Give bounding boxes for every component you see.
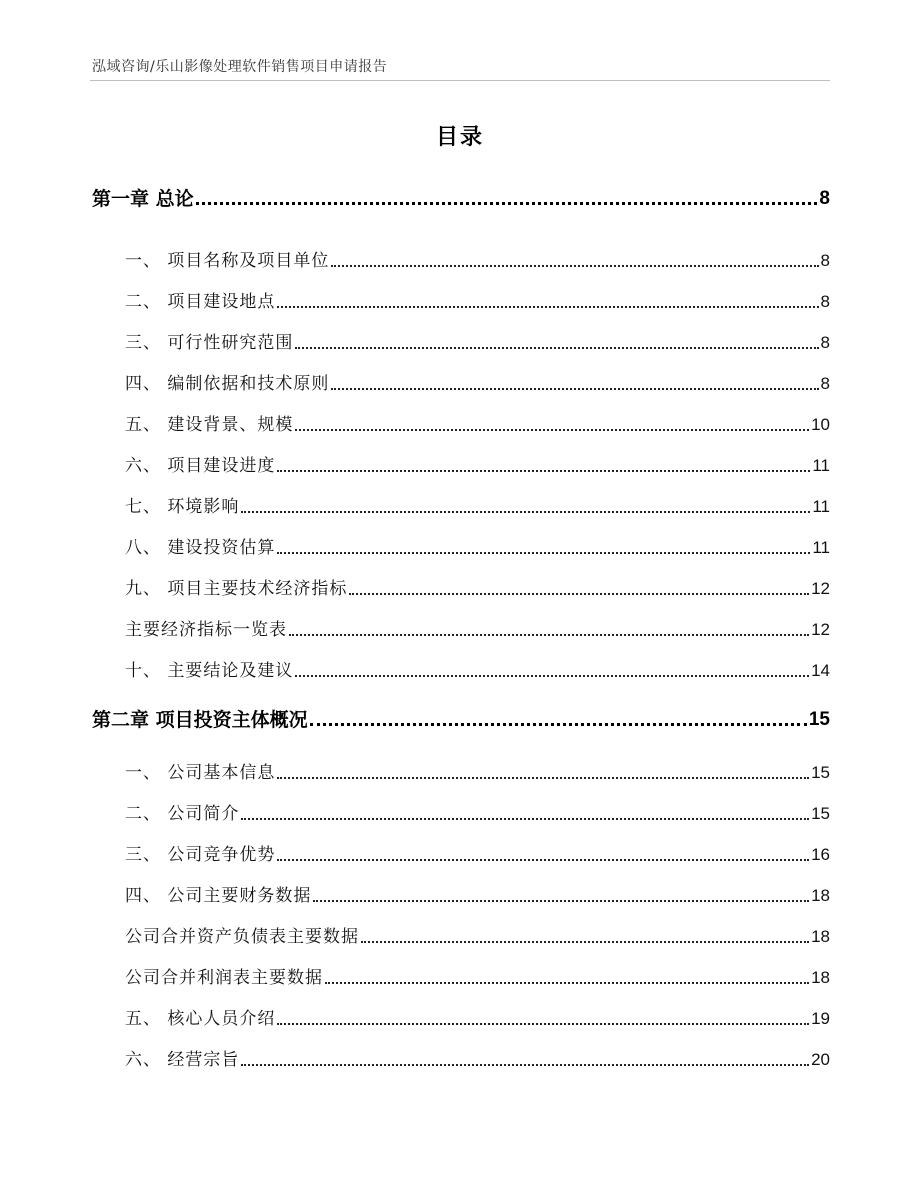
toc-page-number: 8: [820, 251, 830, 270]
toc-section-entry[interactable]: [125, 452, 830, 478]
toc-dot-leader: [361, 941, 809, 943]
toc-page-number: 15: [811, 763, 830, 782]
toc-entry-text: 四、 编制依据和技术原则: [125, 374, 330, 394]
toc-entry-text: 一、 公司基本信息: [125, 763, 276, 783]
toc-dot-leader: [331, 388, 818, 390]
toc-section-entry[interactable]: [125, 800, 830, 826]
toc-entry-text: 四、 公司主要财务数据: [125, 886, 312, 906]
toc-section-entry[interactable]: [125, 288, 830, 314]
toc-page-number: 15: [811, 804, 830, 823]
toc-entry-text: 八、 建设投资估算: [125, 538, 276, 558]
toc-section-entry[interactable]: [125, 657, 830, 683]
toc-page-number: 18: [811, 927, 830, 946]
toc-dot-leader: [277, 859, 809, 861]
toc-entry-text: 公司合并资产负债表主要数据: [125, 927, 359, 947]
toc-entry-text: 第一章 总论: [92, 188, 194, 210]
toc-dot-leader: [277, 777, 809, 779]
toc-entry-text: 五、 核心人员介绍: [125, 1009, 276, 1029]
toc-section-entry[interactable]: [125, 882, 830, 908]
toc-page-number: 8: [820, 292, 830, 311]
toc-page-number: 10: [811, 415, 830, 434]
toc-dot-leader: [277, 470, 810, 472]
running-header: 泓域咨询/乐山影像处理软件销售项目申请报告: [92, 59, 388, 75]
toc-entry-text: 二、 公司简介: [125, 804, 240, 824]
toc-dot-leader: [331, 265, 818, 267]
toc-page-number: 8: [820, 333, 830, 352]
toc-page-number: 12: [811, 579, 830, 598]
header-divider: [90, 80, 830, 81]
toc-dot-leader: [289, 634, 809, 636]
toc-page-number: 11: [812, 456, 830, 475]
toc-section-entry[interactable]: [125, 493, 830, 519]
toc-entry-text: 一、 项目名称及项目单位: [125, 251, 330, 271]
toc-entry-text: 七、 环境影响: [125, 497, 240, 517]
toc-section-entry[interactable]: [125, 841, 830, 867]
toc-entry-text: 二、 项目建设地点: [125, 292, 276, 312]
toc-page-number: 15: [808, 709, 830, 730]
toc-dot-leader: [277, 306, 818, 308]
toc-dot-leader: [295, 675, 809, 677]
toc-dot-leader: [310, 723, 807, 726]
toc-entry-text: 五、 建设背景、规模: [125, 415, 294, 435]
toc-entry-text: 六、 项目建设进度: [125, 456, 276, 476]
toc-dot-leader: [196, 202, 818, 205]
toc-dot-leader: [313, 900, 809, 902]
toc-section-entry[interactable]: [125, 1005, 830, 1031]
toc-page-number: 18: [811, 968, 830, 987]
toc-section-entry[interactable]: [125, 329, 830, 355]
toc-dot-leader: [241, 818, 809, 820]
toc-dot-leader: [277, 552, 810, 554]
toc-section-entry[interactable]: [125, 370, 830, 396]
toc-entry-text: 公司合并利润表主要数据: [125, 968, 323, 988]
toc-section-entry[interactable]: [125, 411, 830, 437]
toc-section-entry[interactable]: [125, 534, 830, 560]
toc-page-number: 20: [811, 1050, 830, 1069]
toc-page-number: 14: [811, 661, 830, 680]
toc-entry-text: 三、 可行性研究范围: [125, 333, 294, 353]
toc-section-entry[interactable]: [125, 964, 830, 990]
toc-page-number: 8: [820, 374, 830, 393]
toc-section-entry[interactable]: [125, 923, 830, 949]
toc-page-number: 11: [812, 497, 830, 516]
toc-title: 目录: [435, 125, 484, 150]
toc-dot-leader: [241, 1064, 809, 1066]
toc-page-number: 19: [811, 1009, 830, 1028]
toc-section-entry[interactable]: [125, 759, 830, 785]
toc-section-entry[interactable]: [125, 247, 830, 273]
toc-dot-leader: [325, 982, 809, 984]
toc-page-number: 11: [812, 538, 830, 557]
toc-entry-text: 六、 经营宗旨: [125, 1050, 240, 1070]
toc-section-entry[interactable]: [125, 616, 830, 642]
toc-chapter-entry[interactable]: [92, 185, 830, 211]
toc-dot-leader: [349, 593, 809, 595]
toc-section-entry[interactable]: [125, 575, 830, 601]
toc-entry-text: 三、 公司竞争优势: [125, 845, 276, 865]
toc-entry-text: 主要经济指标一览表: [125, 620, 287, 640]
toc-dot-leader: [295, 429, 809, 431]
toc-entry-text: 十、 主要结论及建议: [125, 661, 294, 681]
toc-page-number: 8: [819, 188, 830, 209]
toc-dot-leader: [241, 511, 810, 513]
toc-dot-leader: [277, 1023, 809, 1025]
toc-page-number: 12: [811, 620, 830, 639]
toc-page-number: 18: [811, 886, 830, 905]
toc-entry-text: 第二章 项目投资主体概况: [92, 709, 308, 731]
toc-chapter-entry[interactable]: [92, 706, 830, 732]
toc-entry-text: 九、 项目主要技术经济指标: [125, 579, 348, 599]
toc-page-number: 16: [811, 845, 830, 864]
toc-section-entry[interactable]: [125, 1046, 830, 1072]
toc-dot-leader: [295, 347, 818, 349]
